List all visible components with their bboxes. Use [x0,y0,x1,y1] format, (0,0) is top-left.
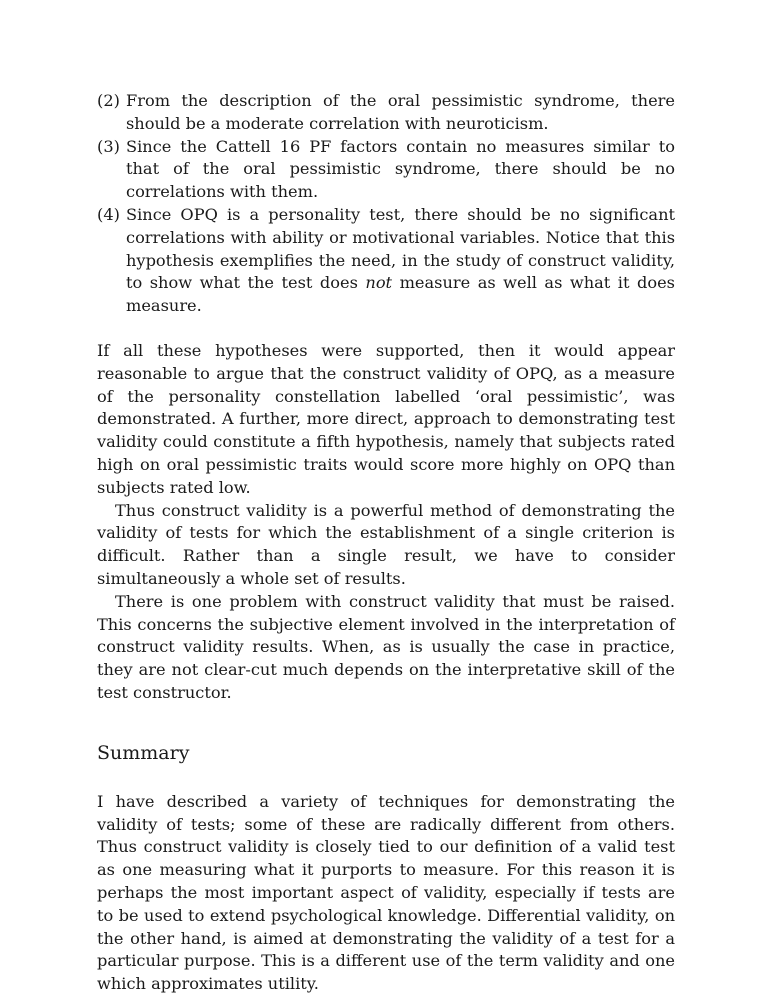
list-item-text-before: Since OPQ is a personality test, there should be no significant correlations with ability or motivational variables. Notice that this hypothesis exemplifies the need, in the study of construct validity, to show what the test does [126,204,675,293]
body-paragraph: There is one problem with construct validity that must be raised. This concerns the subjective element involved in the interpretation of construct validity results. When, as is usually the case in practice, they are not clear-cut much depends on the interpretative skill of the test constructor. [97,591,675,702]
list-item-text [126,205,675,315]
list-item [97,136,675,204]
list-item-text-after: measure as well as what it does measure. [126,273,675,316]
list-item-number: (2) [97,91,120,110]
list-item-text: From the description of the oral pessimistic syndrome, there should be a moderate correlation with neuroticism. [126,91,675,133]
section-heading: Summary [97,741,190,764]
list-item-number: (4) [97,204,120,224]
document-page [97,90,675,996]
list-item [97,204,675,318]
hypothesis-list [97,90,675,318]
list-item-number: (3) [97,136,120,156]
summary-paragraph: I have described a variety of techniques for demonstrating the validity of tests; some of these are radically different from others. Thus construct validity is closely tied to our definition of a valid test as one measuring what it purports to measure. For this reason it is perhaps the most important aspect of validity, especially if tests are to be used to extend psychological knowledge. Differential validity, on the other hand, is aimed at demonstrating the validity of a test for a particular purpose. This is a different use of the term validity and one which approximates utility. [97,791,675,994]
list-item-text: Since the Cattell 16 PF factors contain no measures similar to that of the oral pessimistic syndrome, there should be no correlations with them. [126,136,675,202]
list-item [97,90,675,136]
body-paragraph: If all these hypotheses were supported, then it would appear reasonable to argue that the construct validity of OPQ, as a measure of the personality constellation labelled ‘oral pessimistic’, was demonstrated. A further, more direct, approach to demonstrating test validity could constitute a fifth hypothesis, namely that subjects rated high on oral pessimistic traits would score more highly on OPQ than subjects rated low. [97,340,675,497]
list-item-emphasis: not [365,273,393,293]
body-paragraph: Thus construct validity is a powerful method of demonstrating the validity of tests for which the establishment of a single criterion is difficult. Rather than a single result, we have to consider simultaneously a whole set of results. [97,500,675,588]
